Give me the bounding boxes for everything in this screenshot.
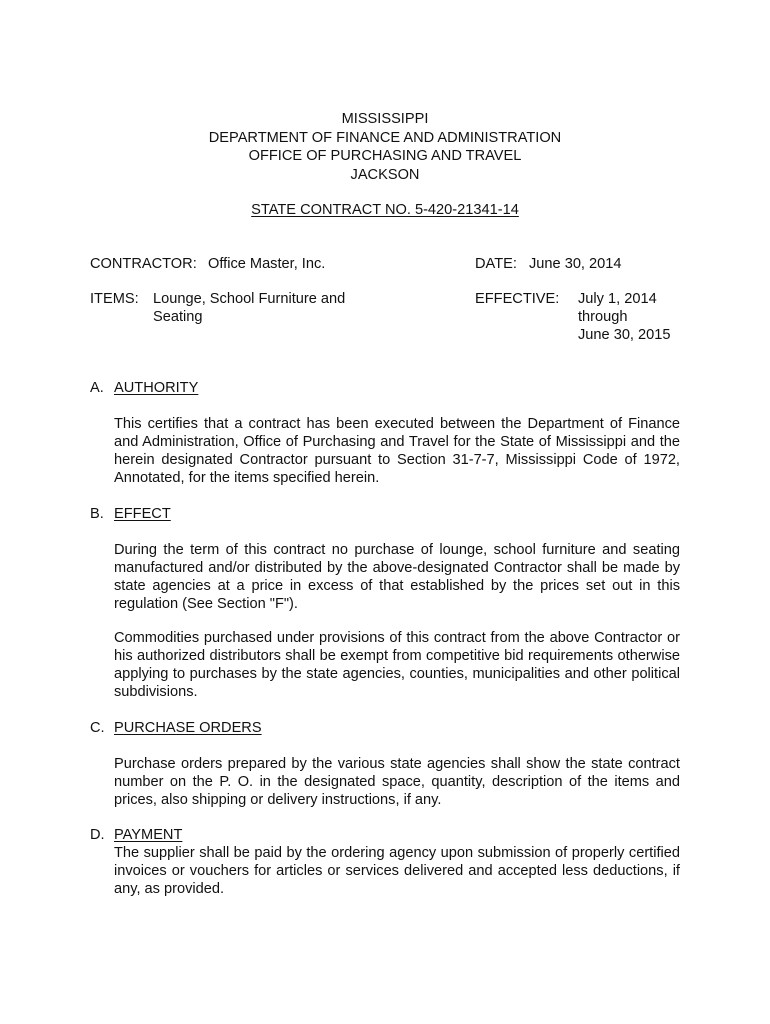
contract-number-heading	[0, 201, 770, 219]
effective-label: EFFECTIVE:	[475, 291, 560, 307]
contractor-label: CONTRACTOR:	[90, 256, 197, 272]
section-b-title: EFFECT	[114, 506, 171, 522]
items-label: ITEMS:	[90, 291, 139, 307]
contract-number: STATE CONTRACT NO. 5-420-21341-14	[251, 202, 519, 218]
header-office: OFFICE OF PURCHASING AND TRAVEL	[248, 148, 522, 164]
items-value-line1: Lounge, School Furniture and	[153, 291, 346, 307]
date-value: June 30, 2014	[529, 256, 622, 272]
effective-through: through	[578, 309, 628, 325]
header-state: MISSISSIPPI	[341, 111, 429, 127]
items-value-line2: Seating	[153, 309, 203, 325]
section-c-title: PURCHASE ORDERS	[114, 720, 262, 736]
section-d-title: PAYMENT	[114, 827, 183, 843]
section-a-letter: A.	[90, 380, 104, 396]
section-c-letter: C.	[90, 720, 105, 736]
contractor-value: Office Master, Inc.	[208, 256, 326, 272]
section-a-paragraph: This certifies that a contract has been executed between the Department of Finance and Administration, Office of Purchasing and Travel for the State of Mississippi and the herein designated Contractor pursuant to Section 31-7-7, Mississippi Code of 1972, Annotated, for the items specified herein.	[114, 416, 680, 486]
header-city: JACKSON	[350, 166, 420, 183]
section-d-letter: D.	[90, 827, 105, 843]
section-b-paragraph-1: During the term of this contract no purchase of lounge, school furniture and seating manufactured and/or distributed by the above-designated Contractor shall be made by state agencies at a price in excess of that established by the prices set out in this regulation (See Section "F").	[114, 542, 680, 612]
document-header	[0, 110, 770, 184]
section-c-paragraph: Purchase orders prepared by the various state agencies shall show the state contract number on the P. O. in the designated space, quantity, description of the items and prices, also shipping or delivery instructions, if any.	[114, 756, 680, 808]
section-b-paragraph-2: Commodities purchased under provisions of this contract from the above Contractor or his authorized distributors shall be exempt from competitive bid requirements otherwise applying to purchases by the state agencies, counties, municipalities and other political subdivisions.	[114, 630, 680, 700]
section-a-title: AUTHORITY	[114, 380, 199, 396]
effective-start: July 1, 2014	[578, 291, 657, 307]
effective-end: June 30, 2015	[578, 327, 671, 343]
header-department: DEPARTMENT OF FINANCE AND ADMINISTRATION	[208, 129, 562, 146]
date-label: DATE:	[475, 256, 517, 272]
section-d-paragraph: The supplier shall be paid by the ordering agency upon submission of properly certified invoices or vouchers for articles or services delivered and accepted less deductions, if any, as provided.	[114, 845, 680, 897]
section-b-letter: B.	[90, 506, 104, 522]
